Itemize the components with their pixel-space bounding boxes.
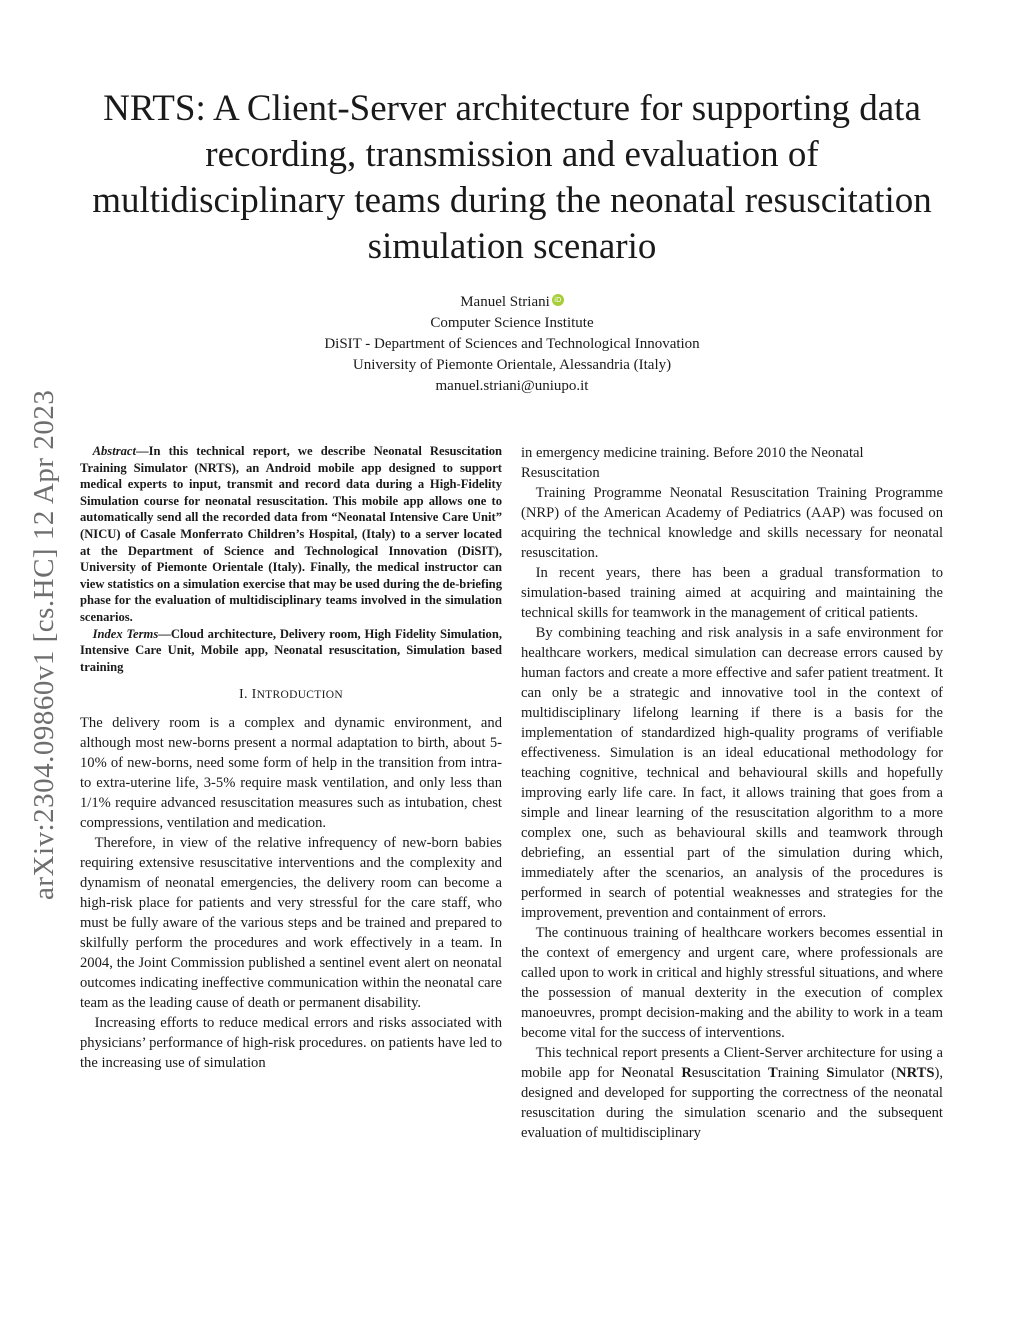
section-numeral: I. <box>239 687 252 703</box>
section-initial: I <box>251 687 257 703</box>
abstract <box>80 443 502 626</box>
right-column <box>521 443 943 1143</box>
para5-part1: This technical report presents a Client-Server architecture for using a mobile app for <box>521 1045 943 1081</box>
right-paragraph-4: The continuous training of healthcare workers becomes essential in the context of emergency and urgent care, where professionals are called upon to work in critical and highly stressful situations, and where the possession of manual dexterity in the execution of complex manoeuvres, prompt decision-making and the ability to work in a team become vital for the success of interventions. <box>521 925 943 1041</box>
affiliation-university: University of Piemonte Orientale, Alessandria (Italy) <box>352 357 672 373</box>
abstract-label: Abstract <box>92 444 136 458</box>
intro-paragraph-2: Therefore, in view of the relative infrequency of new-born babies requiring extensive resuscitative interventions and the complexity and dynamism of neonatal emergencies, the delivery room can become a high-risk place for patients and very stressful for the care staff, who must be fully aware of the various steps and be trained and prepared to skilfully perform the procedures and work effectively in a team. In 2004, the Joint Commission published a sentinel event alert on neonatal outcomes indicating ineffective communication within the neonatal care team as the leading cause of death or permanent disability. <box>80 835 502 1012</box>
section-rest: NTRODUCTION <box>256 689 343 702</box>
intro-paragraph-1: The delivery room is a complex and dynamic environment, and although most new-borns present a normal adaptation to birth, about 5-10% of new-borns, need some form of help in the transition from intra-to extra-uterine life, 3-5% require mask ventilation, and only less than 1/1% require advanced resuscitation measures such as intubation, chest compressions, ventilation and medication. <box>80 715 502 832</box>
affiliation-department: DiSIT - Department of Sciences and Technological Innovation <box>324 336 700 352</box>
right-paragraph-3: By combining teaching and risk analysis in a safe environment for healthcare workers, medical simulation can decrease errors caused by human factors and create a more effective and safer patient treatment. It can only be a strategic and innovative tool in the context of multidisciplinary lifelong learning if there is a basis for the implementation of standardized high-quality programs of verifiable effectiveness. Simulation is an ideal educational methodology for teaching cognitive, technical and behavioural skills and hopefully improving early life care. In fact, it allows training that goes from a simple and linear learning of the resuscitation algorithm to a more complex one, such as behavioural skills and teamwork through debriefing, an essential part of the simulation during which, immediately after the scenarios, an analysis of the procedures is performed in search of potential weaknesses and strategies for the improvement, prevention and containment of errors. <box>521 625 943 921</box>
index-terms <box>80 626 502 676</box>
right-continuation-line-2: Resuscitation <box>521 465 600 481</box>
right-continuation-line-1: in emergency medicine training. Before 2010 the Neonatal <box>521 445 864 461</box>
index-terms-label: Index Terms <box>92 626 159 641</box>
author-email[interactable]: manuel.striani@uniupo.it <box>435 378 589 394</box>
right-paragraph-5 <box>521 1043 943 1143</box>
affiliation-institute: Computer Science Institute <box>430 315 594 331</box>
acronym-letter-t: T <box>768 1065 778 1081</box>
section-heading-introduction <box>80 685 502 705</box>
right-paragraph-1: Training Programme Neonatal Resuscitation Training Programme (NRP) of the American Academy of Pediatrics (AAP) was focused on acquiring the technical knowledge and skills necessary for neonatal resuscitation. <box>521 485 943 561</box>
para5-word-neonatal: eonatal <box>631 1065 682 1081</box>
acronym-letter-s: S <box>826 1065 835 1081</box>
para5-part2: ), designed and developed for supporting the correctness of the neonatal resuscitation during the simulation scenario and the subsequent evaluation of multidisciplinary <box>521 1065 943 1141</box>
right-paragraph-2: In recent years, there has been a gradual transformation to simulation-based training aimed at acquiring and maintaining the technical skills for teamwork in the management of critical patients. <box>521 565 943 621</box>
paper-title: NRTS: A Client-Server architecture for supporting data recording, transmission and evaluation of multidisciplinary teams during the neonatal resuscitation simulation scenario <box>92 88 932 267</box>
index-terms-dash: — <box>158 626 171 641</box>
orcid-icon[interactable]: iD <box>552 294 564 306</box>
acronym-nrts: NRTS <box>896 1065 935 1081</box>
para5-word-training: raining <box>777 1065 820 1081</box>
abstract-text: In this technical report, we describe Neonatal Resuscitation Training Simulator (NRTS), an Android mobile app designed to support medical experts to input, transmit and record data during a High-Fidelity Simulation course for neonatal resuscitation. This mobile app allows one to automatically send all the recorded data from “Neonatal Intensive Care Unit” (NICU) of Casale Monferrato Children’s Hospital, (Italy) to a server located at the Department of Science and Technological Innovation (DiSIT), University of Piemonte Orientale (Italy). Finally, the medical instructor can view statistics on a simulation exercise that may be used during the de-briefing phase for the evaluation of multidisciplinary teams involved in the simulation scenarios. <box>80 444 502 624</box>
abstract-dash: — <box>135 444 149 458</box>
author-name: Manuel Striani <box>460 294 550 310</box>
para5-word-resuscitation: esuscitation <box>691 1065 769 1081</box>
acronym-letter-r: R <box>681 1065 692 1081</box>
arxiv-identifier: arXiv:2304.09860v1 [cs.HC] 12 Apr 2023 <box>28 389 60 901</box>
left-column <box>80 443 502 1073</box>
author-block <box>212 292 812 397</box>
acronym-letter-n: N <box>621 1065 632 1081</box>
index-terms-text: Cloud architecture, Delivery room, High Fidelity Simulation, Intensive Care Unit, Mobile app, Neonatal resuscitation, Simulation based training <box>80 626 502 674</box>
author-name-line <box>212 292 812 313</box>
para5-word-simulator: imulator ( <box>834 1065 897 1081</box>
intro-paragraph-3: Increasing efforts to reduce medical errors and risks associated with physicians’ performance of high-risk procedures. on patients have led to the increasing use of simulation <box>80 1015 502 1072</box>
